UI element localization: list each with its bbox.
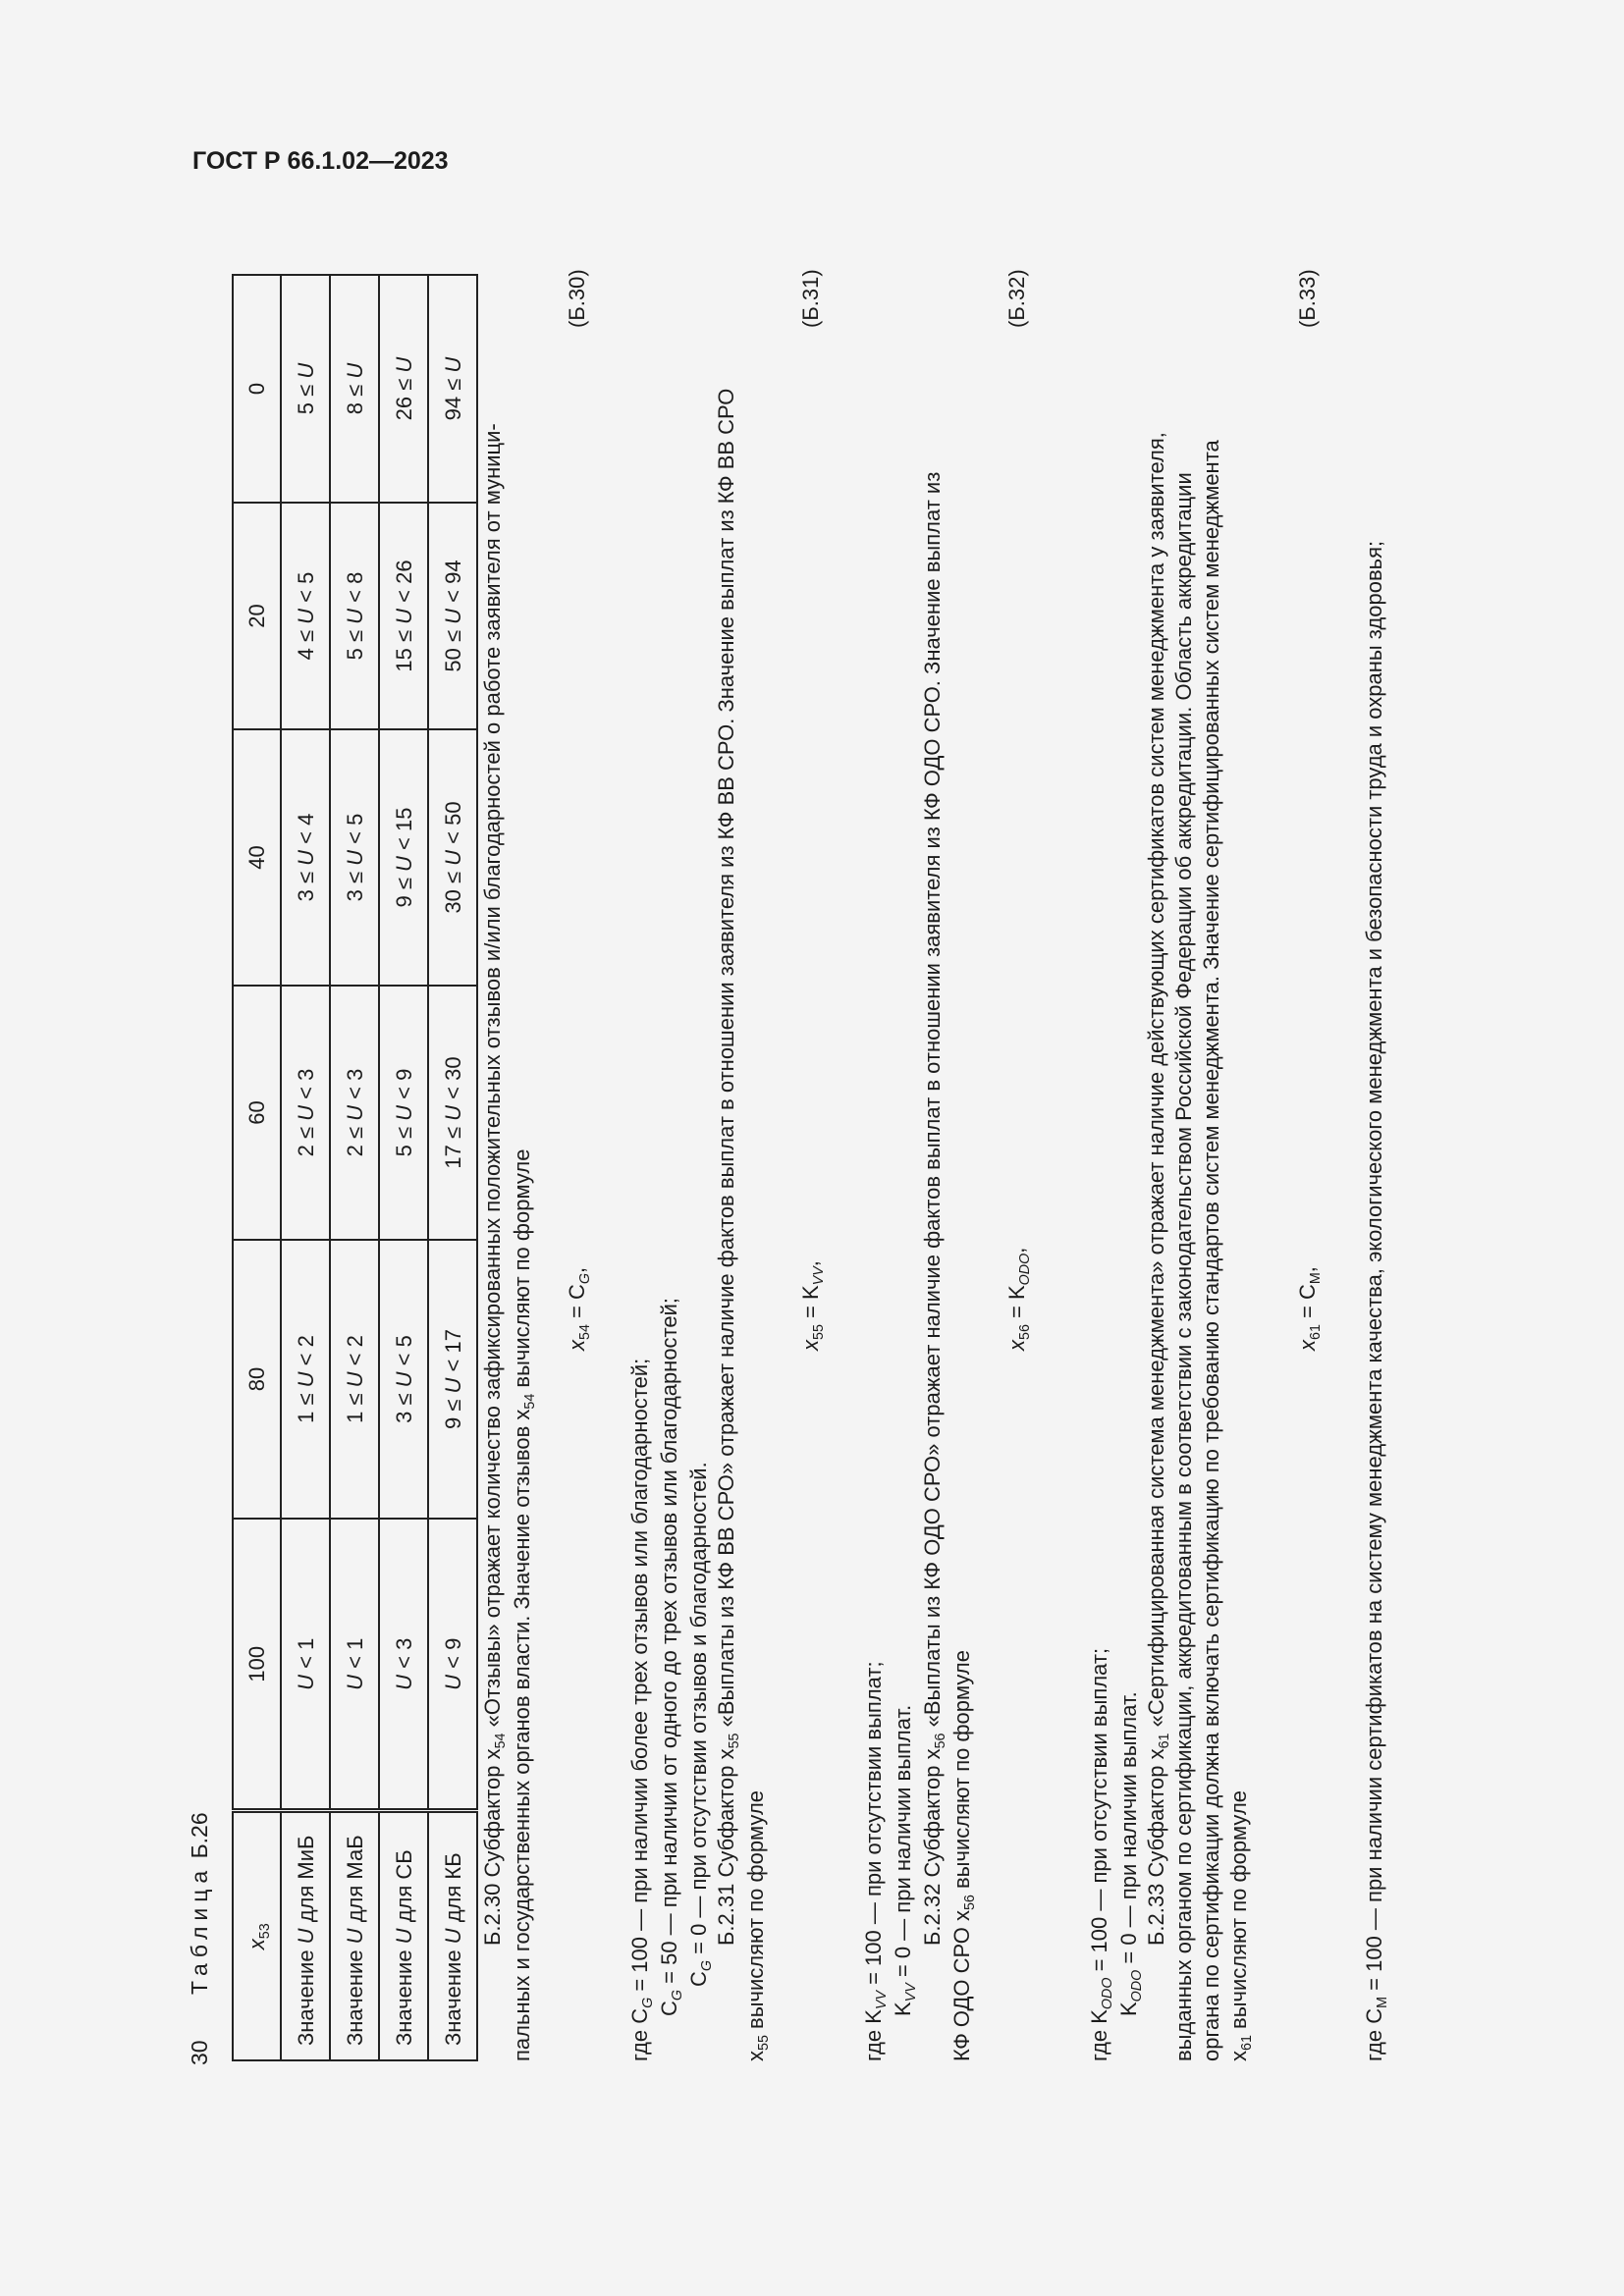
table-cell: 26 ≤ U (379, 275, 428, 503)
table-cell: 9 ≤ U < 17 (428, 1240, 477, 1519)
table-header-cell: 40 (233, 729, 281, 986)
equation-number-b33: (Б.33) (1295, 269, 1320, 328)
table-caption (187, 1812, 213, 1995)
table-row (281, 275, 330, 2060)
b231-where-line-2: $K_{VV} = 0$ — при наличии выплат. (891, 1704, 919, 2016)
table-header-cell: 100 (233, 1519, 281, 1811)
table-header-variable: $x_{53}$ (233, 1811, 281, 2060)
b231-paragraph-line-1: Б.2.31 Субфактор $x_{55}$ «Выплаты из КФ ВВ СРО» отражает наличие фактов выплат в отношении заявителя из КФ ВВ СРО. Значение выплат из КФ ВВ СРО (714, 388, 742, 1946)
table-header-cell: 20 (233, 503, 281, 729)
equation-number-b30: (Б.30) (565, 269, 589, 328)
table-row (428, 275, 477, 2060)
table-cell: 3 ≤ U < 4 (281, 729, 330, 986)
b232-paragraph-line-1: Б.2.32 Субфактор $x_{56}$ «Выплаты из КФ ОДО СРО» отражает наличие фактов выплат в отношении заявителя из КФ ОДО СРО. Значение выплат из (920, 471, 948, 1946)
b233-paragraph-line-4: $x_{61}$ вычисляют по формуле (1226, 1789, 1255, 2061)
b230-where-line-3: $C_G = 0$ — при отсутствии отзывов и благодарностей. (686, 1462, 715, 1987)
table-cell: 17 ≤ U < 30 (428, 986, 477, 1240)
table-cell: 94 ≤ U (428, 275, 477, 503)
values-table (232, 274, 478, 2061)
b230-paragraph-line-1: Б.2.30 Субфактор $x_{54}$ «Отзывы» отражает количество зафиксированных положительных отзывов и/или благодарностей о работе заявителя от муници- (480, 423, 509, 1946)
b232-where-line-1: где $K_{ODO} = 100$ — при отсутствии выплат; (1087, 1647, 1115, 2061)
table-cell: 1 ≤ U < 2 (330, 1240, 379, 1519)
table-row-label: Значение U для СБ (379, 1811, 428, 2060)
b231-where-line-1: где $K_{VV} = 100$ — при отсутствии выплат; (861, 1661, 890, 2061)
b230-where-line-2: $C_G = 50$ — при наличии от одного до трех отзывов или благодарностей; (657, 1297, 685, 2016)
table-caption-number: Б.26 (187, 1812, 212, 1859)
table-cell: 8 ≤ U (330, 275, 379, 503)
b232-where-line-2: $K_{ODO} = 0$ — при наличии выплат. (1116, 1691, 1145, 2016)
table-row-label: Значение U для КБ (428, 1811, 477, 2060)
table-cell: 5 ≤ U (281, 275, 330, 503)
table-cell: 1 ≤ U < 2 (281, 1240, 330, 1519)
formula-b31: $x_{55} = K_{VV}$, (798, 1260, 827, 1351)
formula-b33: $x_{61} = C_M$, (1295, 1266, 1324, 1351)
table-cell: U < 9 (428, 1519, 477, 1811)
b233-where-line-1: где $C_M = 100$ — при наличии сертификатов на систему менеджмента качества, экологического менеджмента и безопасности труда и охраны здоровья; (1362, 540, 1390, 2061)
table-row-label: Значение U для МаБ (330, 1811, 379, 2060)
b233-paragraph-line-2: выданных органом по сертификации, аккредитованным в соответствии с законодательством Российской Федерации об аккредитации. Область аккредитации (1171, 472, 1196, 2061)
b230-paragraph-line-2: пальных и государственных органов власти. Значение отзывов $x_{54}$ вычисляют по формуле (510, 1148, 538, 2061)
table-cell: 5 ≤ U < 9 (379, 986, 428, 1240)
table-header-row (233, 275, 281, 2060)
table-cell: 4 ≤ U < 5 (281, 503, 330, 729)
b230-where-line-1: где $C_G = 100$ — при наличии более трех отзывов или благодарностей; (627, 1358, 656, 2061)
table-cell: 50 ≤ U < 94 (428, 503, 477, 729)
b231-paragraph-line-2: $x_{55}$ вычисляют по формуле (743, 1789, 772, 2061)
table-cell: U < 1 (330, 1519, 379, 1811)
table-cell: 5 ≤ U < 8 (330, 503, 379, 729)
table-cell: U < 3 (379, 1519, 428, 1811)
table-row (379, 275, 428, 2060)
equation-number-b32: (Б.32) (1004, 269, 1029, 328)
equation-number-b31: (Б.31) (798, 269, 823, 328)
table-row (330, 275, 379, 2060)
document-header: ГОСТ Р 66.1.02—2023 (192, 147, 449, 175)
table-cell: 9 ≤ U < 15 (379, 729, 428, 986)
table-cell: U < 1 (281, 1519, 330, 1811)
b232-paragraph-line-2: КФ ОДО СРО $x_{56}$ вычисляют по формуле (949, 1650, 978, 2061)
table-cell: 2 ≤ U < 3 (281, 986, 330, 1240)
table-caption-prefix: Таблица (187, 1864, 212, 1995)
table-header-cell: 0 (233, 275, 281, 503)
table-cell: 2 ≤ U < 3 (330, 986, 379, 1240)
table-cell: 3 ≤ U < 5 (330, 729, 379, 986)
table-row-label: Значение U для МиБ (281, 1811, 330, 2060)
formula-b32: $x_{56} = K_{ODO}$, (1004, 1247, 1033, 1351)
b233-paragraph-line-3: органа по сертификации должна включать сертификацию по требованию стандартов систем менеджмента. Значение сертифицированных систем менеджмента (1199, 440, 1223, 2061)
rotated-page-content (187, 216, 1492, 2065)
b233-paragraph-line-1: Б.2.33 Субфактор $x_{61}$ «Сертифицированная система менеджмента» отражает наличие действующих сертификатов систем менеджмента у заявителя, (1144, 432, 1172, 1946)
page-number: 30 (187, 2040, 212, 2065)
table-cell: 3 ≤ U < 5 (379, 1240, 428, 1519)
formula-b30: $x_{54} = C_G$, (565, 1266, 593, 1351)
table-header-cell: 80 (233, 1240, 281, 1519)
table-cell: 30 ≤ U < 50 (428, 729, 477, 986)
table-cell: 15 ≤ U < 26 (379, 503, 428, 729)
table-header-cell: 60 (233, 986, 281, 1240)
